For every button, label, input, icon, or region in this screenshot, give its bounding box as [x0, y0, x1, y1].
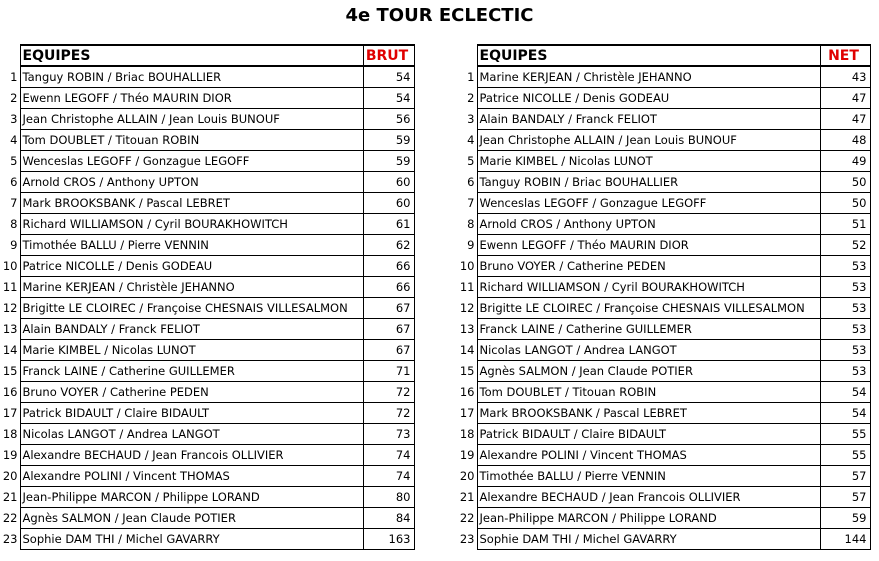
score-cell: 49: [820, 150, 870, 171]
team-header: EQUIPES: [477, 45, 820, 66]
net-table-body: [457, 66, 870, 549]
table-row: [457, 465, 870, 486]
table-row: [457, 66, 870, 87]
team-cell: Patrick BIDAULT / Claire BIDAULT: [477, 423, 820, 444]
brut-score-header: BRUT: [363, 45, 414, 66]
rank-cell: 4: [10, 132, 18, 147]
table-row: [0, 192, 414, 213]
table-row: [457, 486, 870, 507]
team-cell: Tom DOUBLET / Titouan ROBIN: [20, 129, 363, 150]
score-cell: 74: [363, 465, 414, 486]
score-cell: 56: [363, 108, 414, 129]
table-row: [457, 171, 870, 192]
table-row: [457, 528, 870, 549]
rank-cell: 4: [467, 132, 475, 147]
table-row: [457, 87, 870, 108]
table-row: [457, 318, 870, 339]
rank-cell: 5: [467, 153, 475, 168]
table-row: [457, 423, 870, 444]
score-cell: 53: [820, 360, 870, 381]
team-cell: Patrick BIDAULT / Claire BIDAULT: [20, 402, 363, 423]
table-row: [457, 276, 870, 297]
team-cell: Arnold CROS / Anthony UPTON: [20, 171, 363, 192]
brut-table-body: [0, 66, 414, 549]
team-cell: Wenceslas LEGOFF / Gonzague LEGOFF: [20, 150, 363, 171]
team-cell: Arnold CROS / Anthony UPTON: [477, 213, 820, 234]
score-cell: 60: [363, 192, 414, 213]
table-row: [457, 507, 870, 528]
score-cell: 53: [820, 255, 870, 276]
score-cell: 54: [820, 381, 870, 402]
table-row: [457, 150, 870, 171]
rank-cell: 19: [2, 447, 18, 462]
team-cell: Alexandre POLINI / Vincent THOMAS: [477, 444, 820, 465]
rank-cell: 9: [10, 237, 18, 252]
score-cell: 60: [363, 171, 414, 192]
rank-cell: 6: [467, 174, 475, 189]
rank-cell: 6: [10, 174, 18, 189]
team-cell: Tom DOUBLET / Titouan ROBIN: [477, 381, 820, 402]
table-row: [0, 465, 414, 486]
team-cell: Jean Christophe ALLAIN / Jean Louis BUNOUF: [477, 129, 820, 150]
table-row: [0, 255, 414, 276]
table-row: [457, 297, 870, 318]
page-title: 4e TOUR ECLECTIC: [345, 5, 534, 26]
score-cell: 163: [363, 528, 414, 549]
team-cell: Ewenn LEGOFF / Théo MAURIN DIOR: [477, 234, 820, 255]
table-row: [0, 339, 414, 360]
score-cell: 53: [820, 339, 870, 360]
table-row: [0, 528, 414, 549]
rank-cell: 11: [2, 279, 18, 294]
table-row: [0, 381, 414, 402]
score-cell: 59: [820, 507, 870, 528]
team-cell: Tanguy ROBIN / Briac BOUHALLIER: [20, 66, 363, 87]
table-row: [0, 213, 414, 234]
rank-cell: 7: [10, 195, 18, 210]
table-row: [457, 255, 870, 276]
rank-cell: 11: [459, 279, 475, 294]
rank-cell: 10: [459, 258, 475, 273]
score-cell: 55: [820, 423, 870, 444]
score-cell: 72: [363, 402, 414, 423]
table-row: [0, 507, 414, 528]
score-cell: 51: [820, 213, 870, 234]
team-cell: Richard WILLIAMSON / Cyril BOURAKHOWITCH: [20, 213, 363, 234]
rank-cell: 8: [467, 216, 475, 231]
score-cell: 80: [363, 486, 414, 507]
table-row: [0, 150, 414, 171]
rank-cell: 12: [2, 300, 18, 315]
score-cell: 59: [363, 150, 414, 171]
rank-cell: 5: [10, 153, 18, 168]
score-cell: 54: [363, 66, 414, 87]
rank-header: [457, 45, 477, 66]
score-cell: 50: [820, 192, 870, 213]
team-header: EQUIPES: [20, 45, 363, 66]
team-cell: Alexandre BECHAUD / Jean Francois OLLIVIER: [20, 444, 363, 465]
score-cell: 67: [363, 318, 414, 339]
score-cell: 71: [363, 360, 414, 381]
score-cell: 74: [363, 444, 414, 465]
rank-cell: 12: [459, 300, 475, 315]
score-cell: 55: [820, 444, 870, 465]
table-row: [457, 234, 870, 255]
rank-cell: 9: [467, 237, 475, 252]
rank-cell: 3: [10, 111, 18, 126]
rank-cell: 1: [467, 69, 475, 84]
score-cell: 52: [820, 234, 870, 255]
rank-cell: 20: [2, 468, 18, 483]
team-cell: Bruno VOYER / Catherine PEDEN: [20, 381, 363, 402]
table-row: [457, 402, 870, 423]
score-cell: 53: [820, 276, 870, 297]
score-cell: 43: [820, 66, 870, 87]
team-cell: Franck LAINE / Catherine GUILLEMER: [477, 318, 820, 339]
team-cell: Agnès SALMON / Jean Claude POTIER: [477, 360, 820, 381]
team-cell: Bruno VOYER / Catherine PEDEN: [477, 255, 820, 276]
rank-cell: 7: [467, 195, 475, 210]
team-cell: Ewenn LEGOFF / Théo MAURIN DIOR: [20, 87, 363, 108]
rank-cell: 1: [10, 69, 18, 84]
team-cell: Alain BANDALY / Franck FELIOT: [477, 108, 820, 129]
rank-cell: 22: [459, 510, 475, 525]
score-cell: 72: [363, 381, 414, 402]
team-cell: Sophie DAM THI / Michel GAVARRY: [20, 528, 363, 549]
score-cell: 53: [820, 318, 870, 339]
table-row: [0, 66, 414, 87]
team-cell: Patrice NICOLLE / Denis GODEAU: [20, 255, 363, 276]
table-row: [0, 318, 414, 339]
team-cell: Brigitte LE CLOIREC / Françoise CHESNAIS VILLESALMON: [477, 297, 820, 318]
table-row: [457, 192, 870, 213]
team-cell: Franck LAINE / Catherine GUILLEMER: [20, 360, 363, 381]
table-header-row: [0, 45, 414, 66]
rank-cell: 14: [2, 342, 18, 357]
net-ranking-table: [457, 44, 871, 550]
team-cell: Tanguy ROBIN / Briac BOUHALLIER: [477, 171, 820, 192]
table-row: [457, 108, 870, 129]
rank-cell: 22: [2, 510, 18, 525]
rank-cell: 21: [2, 489, 18, 504]
team-cell: Marine KERJEAN / Christèle JEHANNO: [20, 276, 363, 297]
score-cell: 54: [820, 402, 870, 423]
score-cell: 61: [363, 213, 414, 234]
score-cell: 57: [820, 465, 870, 486]
rank-cell: 2: [10, 90, 18, 105]
table-row: [0, 129, 414, 150]
team-cell: Wenceslas LEGOFF / Gonzague LEGOFF: [477, 192, 820, 213]
rank-header: [0, 45, 20, 66]
rank-cell: 15: [2, 363, 18, 378]
brut-ranking-table: [0, 44, 415, 550]
score-cell: 47: [820, 108, 870, 129]
table-row: [457, 339, 870, 360]
table-row: [457, 381, 870, 402]
score-cell: 59: [363, 129, 414, 150]
rank-cell: 18: [459, 426, 475, 441]
team-cell: Marie KIMBEL / Nicolas LUNOT: [20, 339, 363, 360]
rank-cell: 8: [10, 216, 18, 231]
table-row: [0, 402, 414, 423]
table-row: [457, 444, 870, 465]
team-cell: Timothée BALLU / Pierre VENNIN: [20, 234, 363, 255]
score-cell: 48: [820, 129, 870, 150]
team-cell: Jean Christophe ALLAIN / Jean Louis BUNOUF: [20, 108, 363, 129]
team-cell: Alexandre POLINI / Vincent THOMAS: [20, 465, 363, 486]
score-cell: 66: [363, 276, 414, 297]
rank-cell: 20: [459, 468, 475, 483]
score-cell: 47: [820, 87, 870, 108]
team-cell: Patrice NICOLLE / Denis GODEAU: [477, 87, 820, 108]
score-cell: 67: [363, 297, 414, 318]
rank-cell: 23: [459, 531, 475, 546]
team-cell: Nicolas LANGOT / Andrea LANGOT: [477, 339, 820, 360]
table-row: [457, 129, 870, 150]
table-row: [0, 297, 414, 318]
table-row: [0, 444, 414, 465]
table-row: [0, 108, 414, 129]
team-cell: Richard WILLIAMSON / Cyril BOURAKHOWITCH: [477, 276, 820, 297]
score-cell: 67: [363, 339, 414, 360]
score-cell: 57: [820, 486, 870, 507]
table-header-row: [457, 45, 870, 66]
table-row: [0, 423, 414, 444]
table-row: [0, 171, 414, 192]
team-cell: Marine KERJEAN / Christèle JEHANNO: [477, 66, 820, 87]
score-cell: 73: [363, 423, 414, 444]
table-row: [0, 360, 414, 381]
table-row: [0, 87, 414, 108]
rank-cell: 19: [459, 447, 475, 462]
rank-cell: 17: [459, 405, 475, 420]
rank-cell: 23: [2, 531, 18, 546]
table-row: [0, 234, 414, 255]
rank-cell: 13: [2, 321, 18, 336]
score-cell: 50: [820, 171, 870, 192]
team-cell: Timothée BALLU / Pierre VENNIN: [477, 465, 820, 486]
rank-cell: 2: [467, 90, 475, 105]
score-cell: 144: [820, 528, 870, 549]
rank-cell: 10: [2, 258, 18, 273]
rank-cell: 13: [459, 321, 475, 336]
rank-cell: 3: [467, 111, 475, 126]
rank-cell: 17: [2, 405, 18, 420]
rank-cell: 21: [459, 489, 475, 504]
net-score-header: NET: [820, 45, 870, 66]
score-cell: 84: [363, 507, 414, 528]
team-cell: Alexandre BECHAUD / Jean Francois OLLIVIER: [477, 486, 820, 507]
rank-cell: 14: [459, 342, 475, 357]
score-cell: 54: [363, 87, 414, 108]
team-cell: Jean-Philippe MARCON / Philippe LORAND: [20, 486, 363, 507]
team-cell: Mark BROOKSBANK / Pascal LEBRET: [20, 192, 363, 213]
team-cell: Marie KIMBEL / Nicolas LUNOT: [477, 150, 820, 171]
team-cell: Alain BANDALY / Franck FELIOT: [20, 318, 363, 339]
team-cell: Nicolas LANGOT / Andrea LANGOT: [20, 423, 363, 444]
team-cell: Mark BROOKSBANK / Pascal LEBRET: [477, 402, 820, 423]
team-cell: Brigitte LE CLOIREC / Françoise CHESNAIS VILLESALMON: [20, 297, 363, 318]
table-row: [457, 213, 870, 234]
team-cell: Jean-Philippe MARCON / Philippe LORAND: [477, 507, 820, 528]
team-cell: Agnès SALMON / Jean Claude POTIER: [20, 507, 363, 528]
table-row: [457, 360, 870, 381]
score-cell: 53: [820, 297, 870, 318]
score-cell: 66: [363, 255, 414, 276]
rank-cell: 16: [459, 384, 475, 399]
rank-cell: 18: [2, 426, 18, 441]
table-row: [0, 276, 414, 297]
rank-cell: 15: [459, 363, 475, 378]
table-row: [0, 486, 414, 507]
score-cell: 62: [363, 234, 414, 255]
rank-cell: 16: [2, 384, 18, 399]
team-cell: Sophie DAM THI / Michel GAVARRY: [477, 528, 820, 549]
